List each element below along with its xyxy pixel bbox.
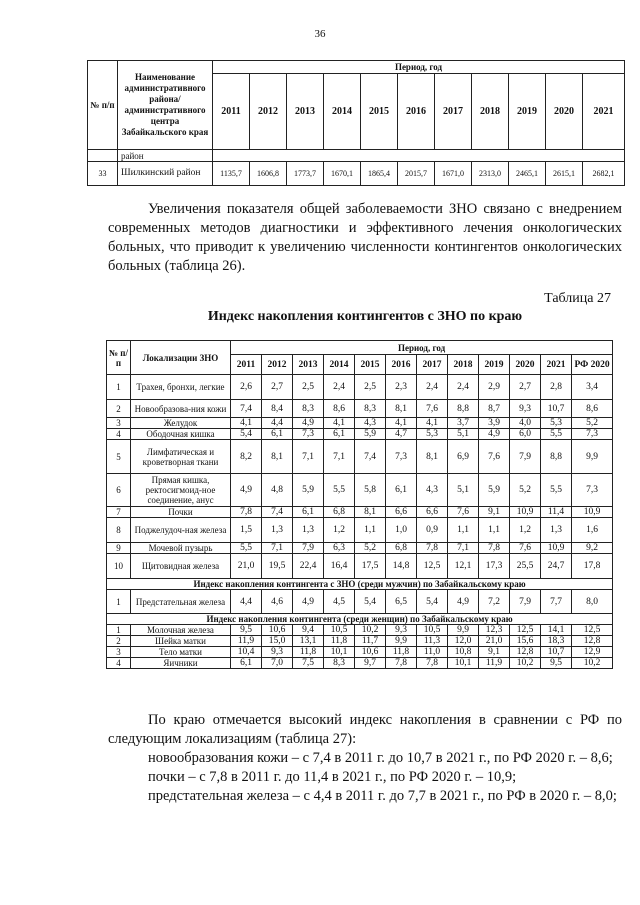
value-cell: 10,7 xyxy=(541,647,572,658)
value-cell: 9,5 xyxy=(231,625,262,636)
value-cell: 1,5 xyxy=(231,518,262,543)
value-cell: 6,1 xyxy=(262,429,293,440)
value-cell: 9,9 xyxy=(448,625,479,636)
value-cell: 9,5 xyxy=(541,658,572,669)
conclusion-item: предстательная железа – с 4,4 в 2011 г. до 7,7 в 2021 г., по РФ в 2020 г. – 8,0; xyxy=(148,788,617,804)
col-header-district: Наименование административного района/ административного центра Забайкальского края xyxy=(118,61,213,150)
value-cell: 1,6 xyxy=(572,518,613,543)
value-cell: 9,3 xyxy=(262,647,293,658)
value-cell: 11,8 xyxy=(324,636,355,647)
conclusion-list xyxy=(108,749,622,806)
localization-name: Почки xyxy=(131,507,231,518)
value-cell: 7,4 xyxy=(262,507,293,518)
table-row xyxy=(107,474,613,507)
value-cell: 2015,7 xyxy=(398,162,435,186)
table-row xyxy=(107,590,613,614)
col-header-number: № п/п xyxy=(107,341,131,375)
value-cell: 10,8 xyxy=(448,647,479,658)
value-cell: 8,3 xyxy=(355,400,386,418)
value-cell: 1773,7 xyxy=(287,162,324,186)
year-header: 2021 xyxy=(541,355,572,375)
value-cell: 11,3 xyxy=(417,636,448,647)
value-cell: 7,9 xyxy=(510,440,541,474)
value-cell: 4,4 xyxy=(231,590,262,614)
value-cell: 6,1 xyxy=(231,658,262,669)
year-header: 2015 xyxy=(355,355,386,375)
value-cell: 12,5 xyxy=(417,554,448,579)
localization-name: Трахея, бронхи, легкие xyxy=(131,375,231,400)
year-header: 2019 xyxy=(479,355,510,375)
section-men xyxy=(107,579,613,590)
value-cell: 5,5 xyxy=(541,474,572,507)
paragraph-conclusions xyxy=(108,711,622,806)
accumulation-index-table xyxy=(106,340,613,669)
value-cell: 0,9 xyxy=(417,518,448,543)
value-cell: 5,5 xyxy=(324,474,355,507)
row-number: 2 xyxy=(107,400,131,418)
value-cell: 12,0 xyxy=(448,636,479,647)
value-cell: 10,9 xyxy=(572,507,613,518)
header-row xyxy=(107,341,613,355)
localization-name: Молочная железа xyxy=(131,625,231,636)
value-cell: 6,0 xyxy=(510,429,541,440)
table-row xyxy=(107,636,613,647)
value-cell: 1671,0 xyxy=(435,162,472,186)
value-cell: 4,5 xyxy=(324,590,355,614)
value-cell: 9,3 xyxy=(510,400,541,418)
value-cell: 10,1 xyxy=(448,658,479,669)
value-cell: 5,1 xyxy=(448,474,479,507)
localization-name: Лимфатическая и кроветворная ткани xyxy=(131,440,231,474)
value-cell: 3,4 xyxy=(572,375,613,400)
row-number: 1 xyxy=(107,590,131,614)
row-number: 4 xyxy=(107,658,131,669)
row-number: 3 xyxy=(107,647,131,658)
value-cell: 5,2 xyxy=(355,543,386,554)
row-number: 6 xyxy=(107,474,131,507)
value-cell: 2,9 xyxy=(479,375,510,400)
value-cell: 2,4 xyxy=(448,375,479,400)
row-number: 5 xyxy=(107,440,131,474)
value-cell: 9,2 xyxy=(572,543,613,554)
value-cell: 7,8 xyxy=(386,658,417,669)
value-cell: 11,8 xyxy=(293,647,324,658)
value-cell: 10,7 xyxy=(541,400,572,418)
value-cell: 7,4 xyxy=(231,400,262,418)
value-cell: 8,1 xyxy=(417,440,448,474)
value-cell: 5,4 xyxy=(417,590,448,614)
value-cell: 4,6 xyxy=(262,590,293,614)
value-cell: 8,1 xyxy=(386,400,417,418)
value-cell: 9,9 xyxy=(386,636,417,647)
col-header-localization: Локализации ЗНО xyxy=(131,341,231,375)
value-cell: 10,1 xyxy=(324,647,355,658)
value-cell: 6,8 xyxy=(324,507,355,518)
value-cell: 1,2 xyxy=(510,518,541,543)
value-cell: 8,6 xyxy=(324,400,355,418)
page-number: 36 xyxy=(314,28,326,40)
year-header: 2012 xyxy=(262,355,293,375)
value-cell: 7,8 xyxy=(417,658,448,669)
value-cell: 4,8 xyxy=(262,474,293,507)
value-cell: 5,9 xyxy=(479,474,510,507)
value-cell: 1606,8 xyxy=(250,162,287,186)
value-cell: 9,1 xyxy=(479,647,510,658)
row-number: 1 xyxy=(107,375,131,400)
value-cell: 5,9 xyxy=(293,474,324,507)
value-cell: 6,3 xyxy=(324,543,355,554)
row-number: 33 xyxy=(88,162,118,186)
value-cell: 5,3 xyxy=(417,429,448,440)
localization-name: Щитовидная железа xyxy=(131,554,231,579)
localization-name: Шейка матки xyxy=(131,636,231,647)
localization-name: Прямая кишка, ректосигмоид-ное соединение, анус xyxy=(131,474,231,507)
conclusion-item: почки – с 7,8 в 2011 г. до 11,4 в 2021 г., по РФ 2020 г. – 10,9; xyxy=(148,769,517,785)
value-cell: 2,4 xyxy=(324,375,355,400)
value-cell: 1,3 xyxy=(541,518,572,543)
localization-name: Ободочная кишка xyxy=(131,429,231,440)
table-row xyxy=(107,375,613,400)
value-cell: 7,8 xyxy=(231,507,262,518)
row-number: 2 xyxy=(107,636,131,647)
year-header: 2021 xyxy=(583,74,625,150)
value-cell: 7,1 xyxy=(262,543,293,554)
value-cell: 5,8 xyxy=(355,474,386,507)
value-cell: 8,7 xyxy=(479,400,510,418)
value-cell: 15,6 xyxy=(510,636,541,647)
district-name: Шилкинский район xyxy=(118,162,213,186)
value-cell: 5,9 xyxy=(355,429,386,440)
value-cell: 7,2 xyxy=(479,590,510,614)
value-cell: 9,1 xyxy=(479,507,510,518)
value-cell: 12,9 xyxy=(572,647,613,658)
value-cell: 15,0 xyxy=(262,636,293,647)
period-header: Период, год xyxy=(213,61,625,74)
year-header: 2011 xyxy=(231,355,262,375)
value-cell: 12,5 xyxy=(572,625,613,636)
value-cell: 4,1 xyxy=(324,418,355,429)
table-row xyxy=(107,429,613,440)
value-cell: 11,9 xyxy=(479,658,510,669)
value-cell: 2,5 xyxy=(355,375,386,400)
row-number: 4 xyxy=(107,429,131,440)
value-cell: 10,5 xyxy=(417,625,448,636)
value-cell: 9,9 xyxy=(572,440,613,474)
value-cell: 10,5 xyxy=(324,625,355,636)
year-header: 2016 xyxy=(398,74,435,150)
value-cell: 3,9 xyxy=(479,418,510,429)
value-cell: 11,8 xyxy=(386,647,417,658)
value-cell: 10,2 xyxy=(572,658,613,669)
table-row xyxy=(107,658,613,669)
value-cell: 4,0 xyxy=(510,418,541,429)
localization-name: Предстательная железа xyxy=(131,590,231,614)
value-cell: 7,8 xyxy=(479,543,510,554)
value-cell: 8,0 xyxy=(572,590,613,614)
value-cell: 7,9 xyxy=(510,590,541,614)
value-cell: 1,1 xyxy=(479,518,510,543)
value-cell: 1,3 xyxy=(293,518,324,543)
value-cell: 6,6 xyxy=(386,507,417,518)
value-cell: 6,1 xyxy=(293,507,324,518)
value-cell: 2,5 xyxy=(293,375,324,400)
value-cell: 4,9 xyxy=(293,590,324,614)
value-cell: 7,6 xyxy=(417,400,448,418)
value-cell: 5,2 xyxy=(510,474,541,507)
value-cell: 5,5 xyxy=(541,429,572,440)
table-row xyxy=(107,400,613,418)
year-header: 2013 xyxy=(293,355,324,375)
value-cell: 7,6 xyxy=(479,440,510,474)
value-cell: 8,2 xyxy=(231,440,262,474)
row-number: 8 xyxy=(107,518,131,543)
localization-name: Желудок xyxy=(131,418,231,429)
value-cell: 2,3 xyxy=(386,375,417,400)
table-label: Таблица 27 xyxy=(544,291,611,306)
value-cell: 11,0 xyxy=(417,647,448,658)
value-cell: 7,7 xyxy=(541,590,572,614)
value-cell: 2,7 xyxy=(262,375,293,400)
value-cell: 8,4 xyxy=(262,400,293,418)
year-header: РФ 2020 xyxy=(572,355,613,375)
value-cell: 11,7 xyxy=(355,636,386,647)
value-cell: 17,3 xyxy=(479,554,510,579)
value-cell: 1670,1 xyxy=(324,162,361,186)
table-row xyxy=(107,647,613,658)
row-number: 1 xyxy=(107,625,131,636)
value-cell: 1865,4 xyxy=(361,162,398,186)
value-cell: 17,8 xyxy=(572,554,613,579)
year-header: 2018 xyxy=(448,355,479,375)
value-cell: 4,1 xyxy=(386,418,417,429)
value-cell: 5,2 xyxy=(572,418,613,429)
value-cell: 7,3 xyxy=(572,429,613,440)
value-cell: 4,4 xyxy=(262,418,293,429)
year-header: 2012 xyxy=(250,74,287,150)
localization-name: Тело матки xyxy=(131,647,231,658)
value-cell: 7,5 xyxy=(293,658,324,669)
value-cell: 2682,1 xyxy=(583,162,625,186)
year-header: 2014 xyxy=(324,355,355,375)
value-cell: 2,4 xyxy=(417,375,448,400)
value-cell: 10,4 xyxy=(231,647,262,658)
value-cell: 3,7 xyxy=(448,418,479,429)
table-row xyxy=(107,625,613,636)
table-row xyxy=(107,554,613,579)
value-cell: 9,4 xyxy=(293,625,324,636)
value-cell: 7,8 xyxy=(417,543,448,554)
value-cell: 9,3 xyxy=(386,625,417,636)
row-number: 9 xyxy=(107,543,131,554)
value-cell: 7,3 xyxy=(293,429,324,440)
value-cell: 25,5 xyxy=(510,554,541,579)
value-cell: 14,1 xyxy=(541,625,572,636)
value-cell: 4,7 xyxy=(386,429,417,440)
value-cell: 4,1 xyxy=(417,418,448,429)
value-cell: 10,9 xyxy=(510,507,541,518)
value-cell: 6,8 xyxy=(386,543,417,554)
value-cell: 12,8 xyxy=(572,636,613,647)
value-cell: 8,3 xyxy=(293,400,324,418)
district-table xyxy=(87,60,625,186)
value-cell: 7,6 xyxy=(448,507,479,518)
value-cell: 10,6 xyxy=(355,647,386,658)
value-cell: 7,3 xyxy=(572,474,613,507)
value-cell: 8,8 xyxy=(541,440,572,474)
value-cell: 22,4 xyxy=(293,554,324,579)
continuation-label: район xyxy=(118,150,213,162)
year-header: 2015 xyxy=(361,74,398,150)
value-cell: 2615,1 xyxy=(546,162,583,186)
table-row xyxy=(88,162,625,186)
table-row xyxy=(107,507,613,518)
year-header: 2016 xyxy=(386,355,417,375)
paragraph-contingents: Увеличения показателя общей заболеваемости ЗНО связано с внедрением современных методов диагностики и эффективного лечения онкологических больных, что приводит к увеличению численности контингентов онкологических больных (таблица 26). xyxy=(108,201,622,274)
value-cell: 4,3 xyxy=(355,418,386,429)
value-cell: 12,5 xyxy=(510,625,541,636)
localization-name: Мочевой пузырь xyxy=(131,543,231,554)
value-cell: 12,3 xyxy=(479,625,510,636)
continuation-row xyxy=(88,150,625,162)
value-cell: 1,3 xyxy=(262,518,293,543)
value-cell: 11,4 xyxy=(541,507,572,518)
value-cell: 7,6 xyxy=(510,543,541,554)
year-header: 2019 xyxy=(509,74,546,150)
value-cell: 4,9 xyxy=(231,474,262,507)
value-cell: 5,4 xyxy=(231,429,262,440)
paragraph-intro: По краю отмечается высокий индекс накопления в сравнении с РФ по следующим локализациям (таблица 27): xyxy=(108,712,622,747)
value-cell: 2,7 xyxy=(510,375,541,400)
value-cell: 2465,1 xyxy=(509,162,546,186)
value-cell: 16,4 xyxy=(324,554,355,579)
value-cell: 1,0 xyxy=(386,518,417,543)
value-cell: 7,1 xyxy=(324,440,355,474)
year-header: 2017 xyxy=(417,355,448,375)
conclusion-item: новообразования кожи – с 7,4 в 2011 г. до 10,7 в 2021 г., по РФ 2020 г. – 8,6; xyxy=(148,750,613,766)
value-cell: 24,7 xyxy=(541,554,572,579)
value-cell: 10,2 xyxy=(510,658,541,669)
value-cell: 1135,7 xyxy=(213,162,250,186)
value-cell: 21,0 xyxy=(479,636,510,647)
value-cell: 4,9 xyxy=(479,429,510,440)
value-cell: 7,1 xyxy=(448,543,479,554)
value-cell: 2,8 xyxy=(541,375,572,400)
value-cell: 4,3 xyxy=(417,474,448,507)
value-cell: 10,9 xyxy=(541,543,572,554)
value-cell: 7,3 xyxy=(386,440,417,474)
value-cell: 8,8 xyxy=(448,400,479,418)
value-cell: 7,1 xyxy=(293,440,324,474)
value-cell: 13,1 xyxy=(293,636,324,647)
value-cell: 14,8 xyxy=(386,554,417,579)
value-cell: 2313,0 xyxy=(472,162,509,186)
localization-name: Яичники xyxy=(131,658,231,669)
value-cell: 4,1 xyxy=(231,418,262,429)
value-cell: 6,1 xyxy=(324,429,355,440)
value-cell: 8,1 xyxy=(355,507,386,518)
value-cell: 8,3 xyxy=(324,658,355,669)
year-header: 2014 xyxy=(324,74,361,150)
value-cell: 1,2 xyxy=(324,518,355,543)
value-cell: 9,7 xyxy=(355,658,386,669)
value-cell: 8,6 xyxy=(572,400,613,418)
value-cell: 12,1 xyxy=(448,554,479,579)
value-cell: 1,1 xyxy=(355,518,386,543)
value-cell: 7,0 xyxy=(262,658,293,669)
value-cell: 6,9 xyxy=(448,440,479,474)
row-number: 3 xyxy=(107,418,131,429)
value-cell: 6,6 xyxy=(417,507,448,518)
value-cell: 7,4 xyxy=(355,440,386,474)
year-header: 2013 xyxy=(287,74,324,150)
value-cell: 17,5 xyxy=(355,554,386,579)
year-header: 2020 xyxy=(546,74,583,150)
value-cell: 1,1 xyxy=(448,518,479,543)
value-cell: 5,3 xyxy=(541,418,572,429)
table-row xyxy=(107,418,613,429)
value-cell: 21,0 xyxy=(231,554,262,579)
col-header-number: № п/п xyxy=(88,61,118,150)
year-header: 2011 xyxy=(213,74,250,150)
table-title: Индекс накопления контингентов с ЗНО по краю xyxy=(207,309,523,324)
value-cell: 6,5 xyxy=(386,590,417,614)
table-row xyxy=(107,543,613,554)
section-women xyxy=(107,614,613,625)
table-row xyxy=(107,440,613,474)
table-row xyxy=(107,518,613,543)
period-header: Период, год xyxy=(231,341,613,355)
value-cell: 19,5 xyxy=(262,554,293,579)
value-cell: 8,1 xyxy=(262,440,293,474)
value-cell: 5,4 xyxy=(355,590,386,614)
value-cell: 7,9 xyxy=(293,543,324,554)
localization-name: Новообразова-ния кожи xyxy=(131,400,231,418)
section-men-label: Индекс накопления контингента с ЗНО (среди мужчин) по Забайкальскому краю xyxy=(107,579,613,590)
localization-name: Поджелудоч-ная железа xyxy=(131,518,231,543)
value-cell: 4,9 xyxy=(293,418,324,429)
row-number: 7 xyxy=(107,507,131,518)
value-cell: 4,9 xyxy=(448,590,479,614)
value-cell: 11,9 xyxy=(231,636,262,647)
value-cell: 18,3 xyxy=(541,636,572,647)
year-header: 2017 xyxy=(435,74,472,150)
row-number: 10 xyxy=(107,554,131,579)
section-women-label: Индекс накопления контингента (среди женщин) по Забайкальскому краю xyxy=(107,614,613,625)
year-header: 2020 xyxy=(510,355,541,375)
year-header: 2018 xyxy=(472,74,509,150)
value-cell: 5,1 xyxy=(448,429,479,440)
value-cell: 10,2 xyxy=(355,625,386,636)
value-cell: 12,8 xyxy=(510,647,541,658)
value-cell: 6,1 xyxy=(386,474,417,507)
value-cell: 10,6 xyxy=(262,625,293,636)
value-cell: 2,6 xyxy=(231,375,262,400)
value-cell: 5,5 xyxy=(231,543,262,554)
